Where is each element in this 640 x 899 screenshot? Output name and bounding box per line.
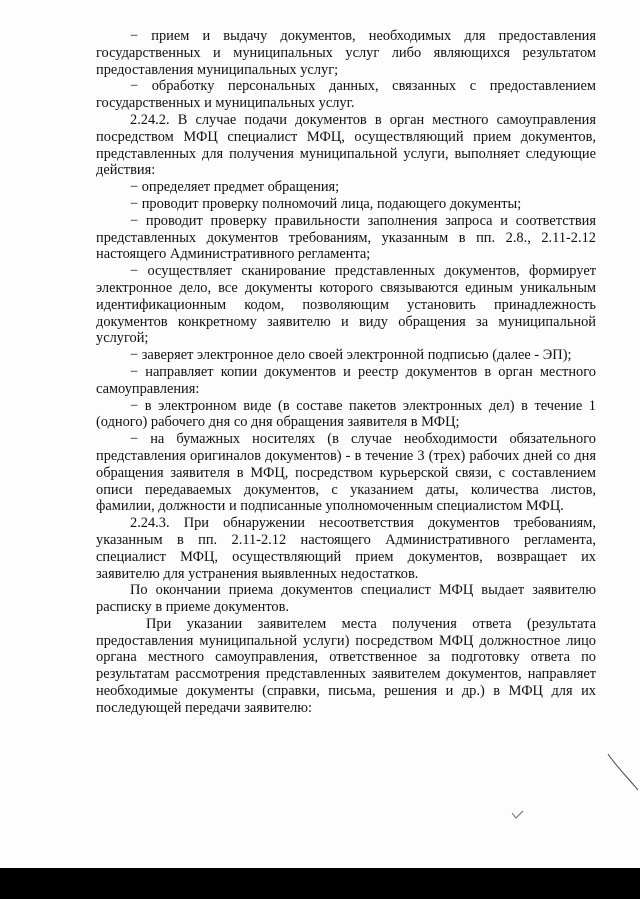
paragraph-10: − в электронном виде (в составе пакетов электронных дел) в течение 1 (одного) рабочего дня со дня обращения заявителя в МФЦ; [96, 397, 596, 431]
paragraph-4: − определяет предмет обращения; [130, 179, 340, 196]
paragraph-1: − прием и выдачу документов, необходимых для предоставления государственных и муниципальных услуг либо являющихся результатом предоставления муниципальных услуг; [96, 28, 596, 78]
paragraph-12: 2.24.3. При обнаружении несоответствия документов требованиям, указанным в пп. 2.11-2.12 настоящего Административного регламента, специалист МФЦ, осуществляющий прием документов, возвращает их заявителю для устранения выявленных недостатков. [96, 515, 596, 582]
paragraph-11: − на бумажных носителях (в случае необходимости обязательного представления оригиналов документов) - в течение 3 (трех) рабочих дней со дня обращения заявителя в МФЦ, посредством курьерской связи, с составлением описи передаваемых документов, с указанием даты, количества листов, фамилии, должности и подписанные уполномоченным специалистом МФЦ. [96, 431, 596, 515]
paragraph-8: − заверяет электронное дело своей электронной подписью (далее - ЭП); [130, 347, 572, 364]
scan-bottom-border [0, 868, 640, 899]
paragraph-6: − проводит проверку правильности заполнения запроса и соответствия представленных документов требованиям, указанным в пп. 2.8., 2.11-2.12 настоящего Административного регламента; [96, 212, 596, 263]
paragraph-5: − проводит проверку полномочий лица, подающего документы; [130, 195, 522, 212]
paragraph-14: При указании заявителем места получения ответа (результата предоставления муниципальной услуги) посредством МФЦ должностное лицо органа местного самоуправления, ответственное за подготовку ответа по результатам рассмотрения представленных заявителем документов, направляет необходимые документы (справки, письма, решения и др.) в МФЦ для их последующей передачи заявителю: [96, 615, 596, 716]
paragraph-7: − осуществляет сканирование представленных документов, формирует электронное дело, все документы которого связываются единым уникальным идентификационным кодом, позволяющим установить принадлежность документов конкретному заявителю и виду обращения за муниципальной услугой; [96, 263, 596, 347]
pen-tick-mark [510, 808, 526, 822]
paragraph-9: − направляет копии документов и реестр документов в орган местного самоуправления: [96, 363, 596, 397]
paragraph-3: 2.24.2. В случае подачи документов в орган местного самоуправления посредством МФЦ специалист МФЦ, осуществляющий прием документов, представленных для получения муниципальной услуги, выполняет следующие действия: [96, 111, 596, 179]
document-body [96, 28, 596, 717]
paragraph-13: По окончании приема документов специалист МФЦ выдает заявителю расписку в приеме документов. [96, 582, 596, 616]
scan-line-mark [606, 752, 640, 792]
paragraph-2: − обработку персональных данных, связанных с предоставлением государственных и муниципальных услуг. [96, 78, 596, 112]
